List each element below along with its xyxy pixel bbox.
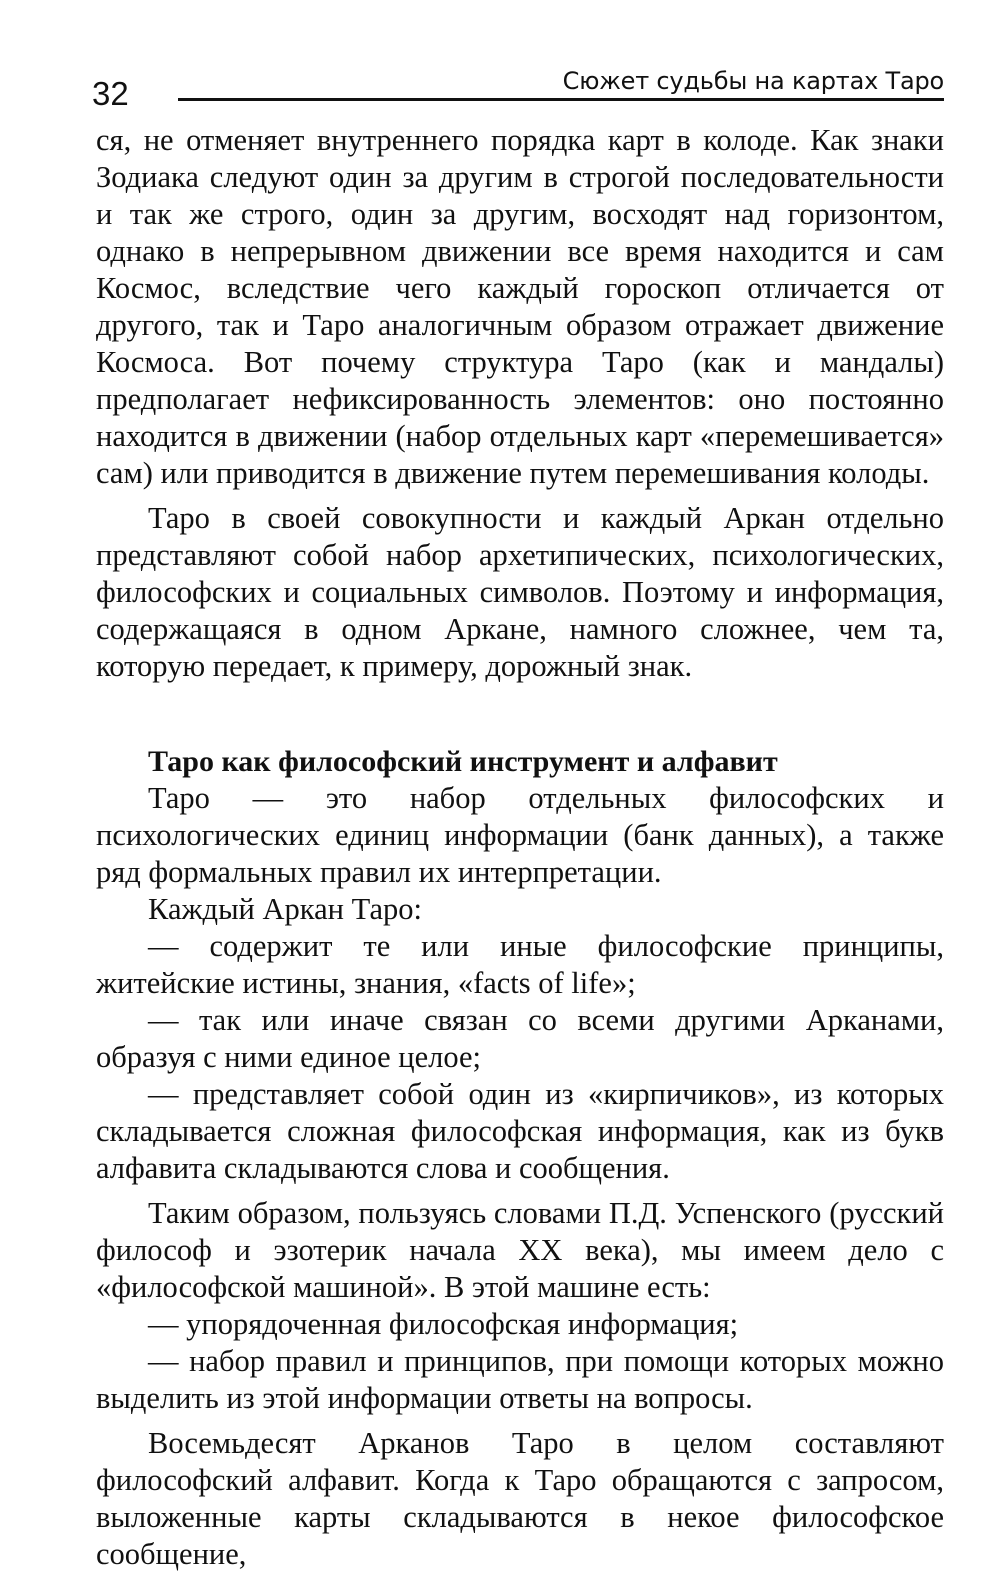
- paragraph: ся, не отменяет внутреннего порядка карт в колоде. Как знаки Зодиака следуют один за другим в строгой последовательности и так же строго, один за другим, восходят над горизонтом, однако в непрерывном движении все время находится и сам Космос, вследствие чего каждый гороскоп отличается от другого, так и Таро аналогичным образом отражает движение Космоса. Вот почему структура Таро (как и мандалы) предполагает нефиксированность элементов: оно постоянно находится в движении (набор отдельных карт «перемешивается» сам) или приводится в движение путем перемешивания колоды.: [96, 123, 944, 490]
- paragraph: Восемьдесят Арканов Таро в целом составляют философский алфавит. Когда к Таро обращаются с запросом, выложенные карты складываются в некое философское сообщение,: [96, 1426, 944, 1571]
- running-title: Сюжет судьбы на картах Таро: [562, 67, 944, 95]
- paragraph: Таро в своей совокупности и каждый Аркан отдельно представляют собой набор архетипических, психологических, философских и социальных символов. Поэтому и информация, содержащаяся в одном Аркане, намного сложнее, чем та, которую передает, к примеру, дорожный знак.: [96, 501, 944, 683]
- page-text: [96, 122, 944, 1573]
- list-item: — представляет собой один из «кирпичиков», из которых складывается сложная философская информация, как из букв алфавита складываются слова и сообщения.: [96, 1077, 944, 1185]
- list-item: — упорядоченная философская информация;: [148, 1307, 739, 1341]
- list-item: — так или иначе связан со всеми другими Арканами, образуя с ними единое целое;: [96, 1003, 944, 1074]
- header-rule: [178, 98, 944, 101]
- section-heading: Таро как философский инструмент и алфавит: [148, 745, 778, 778]
- paragraph: Таро — это набор отдельных философских и психологических единиц информации (банк данных), а также ряд формальных правил их интерпретации.: [96, 781, 944, 889]
- page-number: 32: [92, 75, 129, 112]
- list-item: — набор правил и принципов, при помощи которых можно выделить из этой информации ответы на вопросы.: [96, 1344, 944, 1415]
- paragraph: Таким образом, пользуясь словами П.Д. Успенского (русский философ и эзотерик начала XX века), мы имеем дело с «философской машиной». В этой машине есть:: [96, 1196, 944, 1304]
- paragraph: Каждый Аркан Таро:: [148, 892, 423, 926]
- list-item: — содержит те или иные философские принципы, житейские истины, знания, «facts of life»;: [96, 929, 944, 1000]
